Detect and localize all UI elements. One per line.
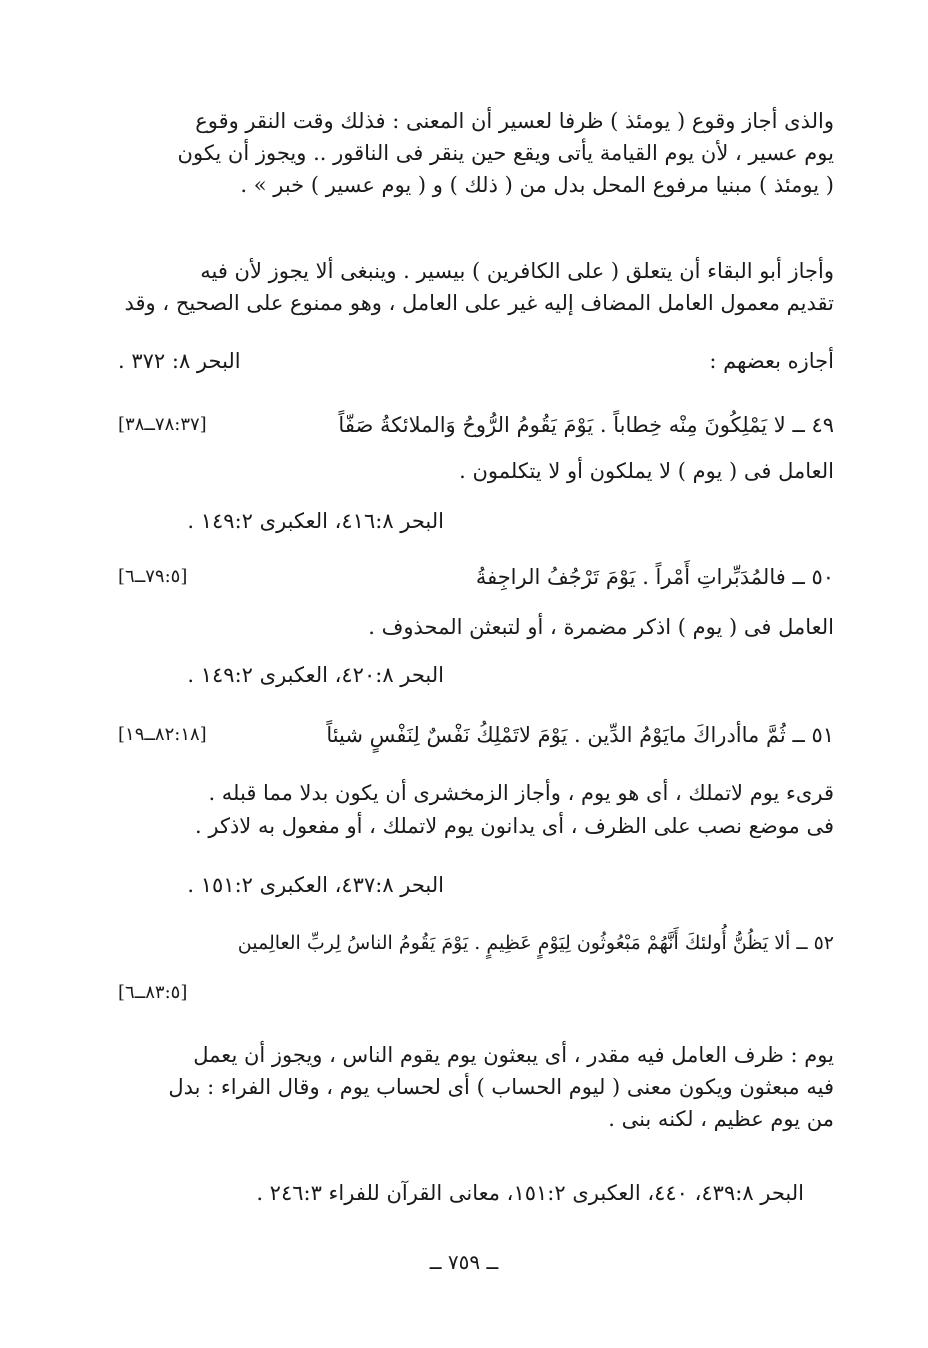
paragraph-line: وأجاز أبو البقاء أن يتعلق ( على الكافرين ) بيسير . وينبغى ألا يجوز لأن فيه (200, 259, 834, 283)
source-reference: البحر ٨: ٣٧٢ . (118, 349, 241, 373)
commentary (118, 1042, 834, 1133)
verse-row (118, 410, 834, 440)
page-number: ــ ٧٥٩ ــ (429, 1250, 499, 1274)
verse-row (118, 562, 834, 592)
verse-reference: [٧٨:٣٧ــ٣٨] (118, 414, 207, 435)
commentary (118, 780, 834, 840)
commentary-line: فيه مبعثون ويكون معنى ( ليوم الحساب ) أى لحساب يوم ، وقال الفراء : بدل (168, 1075, 834, 1099)
commentary-line: العامل فى ( يوم ) اذكر مضمرة ، أو لتبعثن المحذوف . (368, 615, 834, 639)
verse-row (118, 720, 834, 750)
verse-reference: [٨٣:٥ــ٦] (118, 982, 188, 1003)
commentary-line: العامل فى ( يوم ) لا يملكون أو لا يتكلمون . (459, 459, 834, 483)
verse-row (118, 928, 834, 958)
sources-row (118, 506, 834, 536)
verse-text: ٥١ ــ ثُمَّ ماأدراكَ مايَوْمُ الدِّين . يَوْمَ لاتَمْلِكُ نَفْسٌ لِنَفْسٍ شيئاً (326, 723, 834, 747)
paragraph-1 (118, 108, 834, 199)
source-reference: البحر ٤٣٩:٨، ٤٤٠، العكبرى ١٥١:٢، معانى القرآن للفراء ٢٤٦:٣ . (256, 1181, 804, 1205)
commentary-line: قرىء يوم لاتملك ، أى هو يوم ، وأجاز الزمخشرى أن يكون بدلا مما قبله . (208, 781, 834, 805)
commentary (118, 614, 834, 641)
paragraph-line: تقديم معمول العامل المضاف إليه غير على العامل ، وهو ممنوع على الصحيح ، وقد (124, 291, 834, 315)
source-reference: البحر ٤٢٠:٨، العكبرى ١٤٩:٢ . (187, 663, 444, 687)
paragraph-line: يوم عسير ، لأن يوم القيامة يأتى ويقع حين ينقر فى الناقور .. ويجوز أن يكون (177, 141, 834, 165)
sources-row (118, 660, 834, 690)
paragraph-line: ( يومئذ ) مبنيا مرفوع المحل بدل من ( ذلك ) و ( يوم عسير ) خبر » . (240, 173, 834, 197)
commentary-line: فى موضع نصب على الظرف ، أى يدانون يوم لاتملك ، أو مفعول به لاذكر . (195, 814, 834, 838)
source-reference: البحر ٤٣٧:٨، العكبرى ١٥١:٢ . (187, 873, 444, 897)
paragraph-2-last-line (118, 346, 834, 376)
verse-text: ٤٩ ــ لا يَمْلِكُونَ مِنْه خِطاباً . يَوْمَ يَقُومُ الرُّوحُ وَالملائكةُ صَفّاً (338, 413, 834, 437)
source-reference: البحر ٤١٦:٨، العكبرى ١٤٩:٢ . (187, 509, 444, 533)
commentary (118, 458, 834, 485)
paragraph-text: أجازه بعضهم : (709, 349, 834, 373)
sources-row (118, 870, 834, 900)
verse-reference-row (118, 978, 834, 1008)
verse-reference: [٧٩:٥ــ٦] (118, 566, 188, 587)
verse-reference: [٨٢:١٨ــ١٩] (118, 724, 207, 745)
verse-text: ٥٠ ــ فالمُدَبِّراتِ أَمْراً . يَوْمَ تَرْجُفُ الراجِفةُ (475, 565, 834, 589)
commentary-line: من يوم عظيم ، لكنه بنى . (608, 1107, 834, 1131)
commentary-line: يوم : ظرف العامل فيه مقدر ، أى يبعثون يوم يقوم الناس ، ويجوز أن يعمل (193, 1043, 834, 1067)
paragraph-2 (118, 258, 834, 318)
paragraph-line: والذى أجاز وقوع ( يومئذ ) ظرفا لعسير أن المعنى : فذلك وقت النقر وقوع (195, 109, 834, 133)
verse-text: ٥٢ ــ ألا يَظُنُّ أُولئكَ أَنَّهُمْ مَبْعُوثُون لِيَوْمٍ عَظِيمٍ . يَوْمَ يَقُومُ الناسُ لِربِّ العالِمين (237, 932, 834, 954)
sources-row (118, 1178, 834, 1208)
